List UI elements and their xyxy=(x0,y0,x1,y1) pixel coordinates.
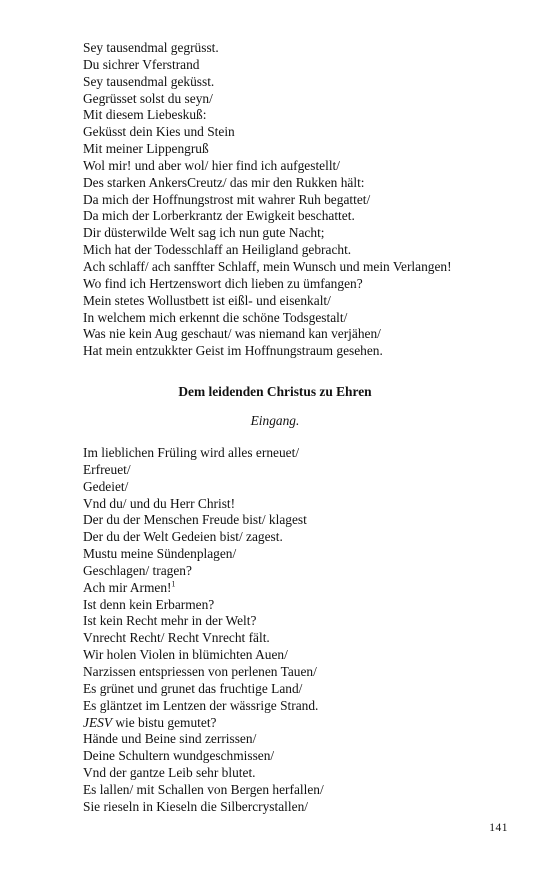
verse-line-with-footnote xyxy=(83,580,523,597)
verse-line: Hat mein entzukkter Geist im Hoffnungstraum gesehen. xyxy=(83,343,383,359)
verse-line: Da mich der Lorberkrantz der Ewigkeit beschattet. xyxy=(83,208,355,224)
verse-line: Wo find ich Hertzenswort dich lieben zu ümfangen? xyxy=(83,275,363,291)
verse-line: Wol mir! und aber wol/ hier find ich aufgestellt/ xyxy=(83,157,340,173)
footnote-marker: 1 xyxy=(171,579,176,589)
verse-line: In welchem mich erkennt die schöne Todsgestalt/ xyxy=(83,309,348,325)
verse-text: Ach mir Armen! xyxy=(83,579,172,595)
poem-bottom xyxy=(83,445,523,816)
verse-line: Ach schlaff/ ach sanffter Schlaff, mein Wunsch und mein Verlangen! xyxy=(83,258,452,274)
verse-line: Es lallen/ mit Schallen von Bergen herfallen/ xyxy=(83,781,324,797)
verse-line: Vnd der gantze Leib sehr blutet. xyxy=(83,765,256,781)
verse-line: Erfreuet/ xyxy=(83,461,131,477)
verse-line: Mit diesem Liebeskuß: xyxy=(83,107,207,123)
verse-line: Ist denn kein Erbarmen? xyxy=(83,596,215,612)
verse-line-jesu xyxy=(83,715,523,732)
verse-line: Du sichrer Vferstrand xyxy=(83,56,200,72)
verse-line: Mit meiner Lippengruß xyxy=(83,141,209,157)
verse-line: Vnd du/ und du Herr Christ! xyxy=(83,495,236,511)
verse-line: Mich hat der Todesschlaff an Heiligland gebracht. xyxy=(83,242,352,258)
verse-line: Es gläntzet im Lentzen der wässrige Strand. xyxy=(83,697,319,713)
verse-line: Hände und Beine sind zerrissen/ xyxy=(83,731,257,747)
verse-line: Geküsst dein Kies und Stein xyxy=(83,124,235,140)
poem-top xyxy=(83,40,523,360)
section-subtitle: Eingang. xyxy=(250,413,300,428)
verse-line: Deine Schultern wundgeschmissen/ xyxy=(83,748,275,764)
jesu-word: JESV xyxy=(83,714,112,730)
verse-line: Dir düsterwilde Welt sag ich nun gute Nacht; xyxy=(83,225,325,241)
section-title: Dem leidenden Christus zu Ehren xyxy=(178,384,372,399)
verse-line: Was nie kein Aug geschaut/ was niemand kan verjähen/ xyxy=(83,326,381,342)
verse-line: Mustu meine Sündenplagen/ xyxy=(83,546,237,562)
verse-line: Des starken AnkersCreutz/ das mir den Rukken hält: xyxy=(83,174,365,190)
verse-line: Sey tausendmal gegrüsst. xyxy=(83,40,219,55)
verse-line: Ist kein Recht mehr in der Welt? xyxy=(83,613,257,629)
page-number: 141 xyxy=(489,822,508,834)
verse-line: Der du der Menschen Freude bist/ klagest xyxy=(83,512,307,528)
verse-line: Sie rieseln in Kieseln die Silbercrystallen/ xyxy=(83,798,308,814)
verse-line: Narzissen entspriessen von perlenen Tauen/ xyxy=(83,663,317,679)
verse-line: Geschlagen/ tragen? xyxy=(83,562,192,578)
verse-line: Gegrüsset solst du seyn/ xyxy=(83,90,213,106)
verse-line: Der du der Welt Gedeien bist/ zagest. xyxy=(83,529,283,545)
verse-line: Gedeiet/ xyxy=(83,478,129,494)
verse-line: Im lieblichen Früling wird alles erneuet/ xyxy=(83,445,300,460)
verse-text: wie bistu gemutet? xyxy=(112,714,217,730)
verse-line: Da mich der Hoffnungstrost mit wahrer Ruh begattet/ xyxy=(83,191,371,207)
verse-line: Es grünet und grunet das fruchtige Land/ xyxy=(83,680,303,696)
verse-line: Vnrecht Recht/ Recht Vnrecht fält. xyxy=(83,630,270,646)
verse-line: Sey tausendmal geküsst. xyxy=(83,73,215,89)
verse-line: Wir holen Violen in blümichten Auen/ xyxy=(83,647,288,663)
verse-line: Mein stetes Wollustbett ist eißl- und eisenkalt/ xyxy=(83,292,331,308)
